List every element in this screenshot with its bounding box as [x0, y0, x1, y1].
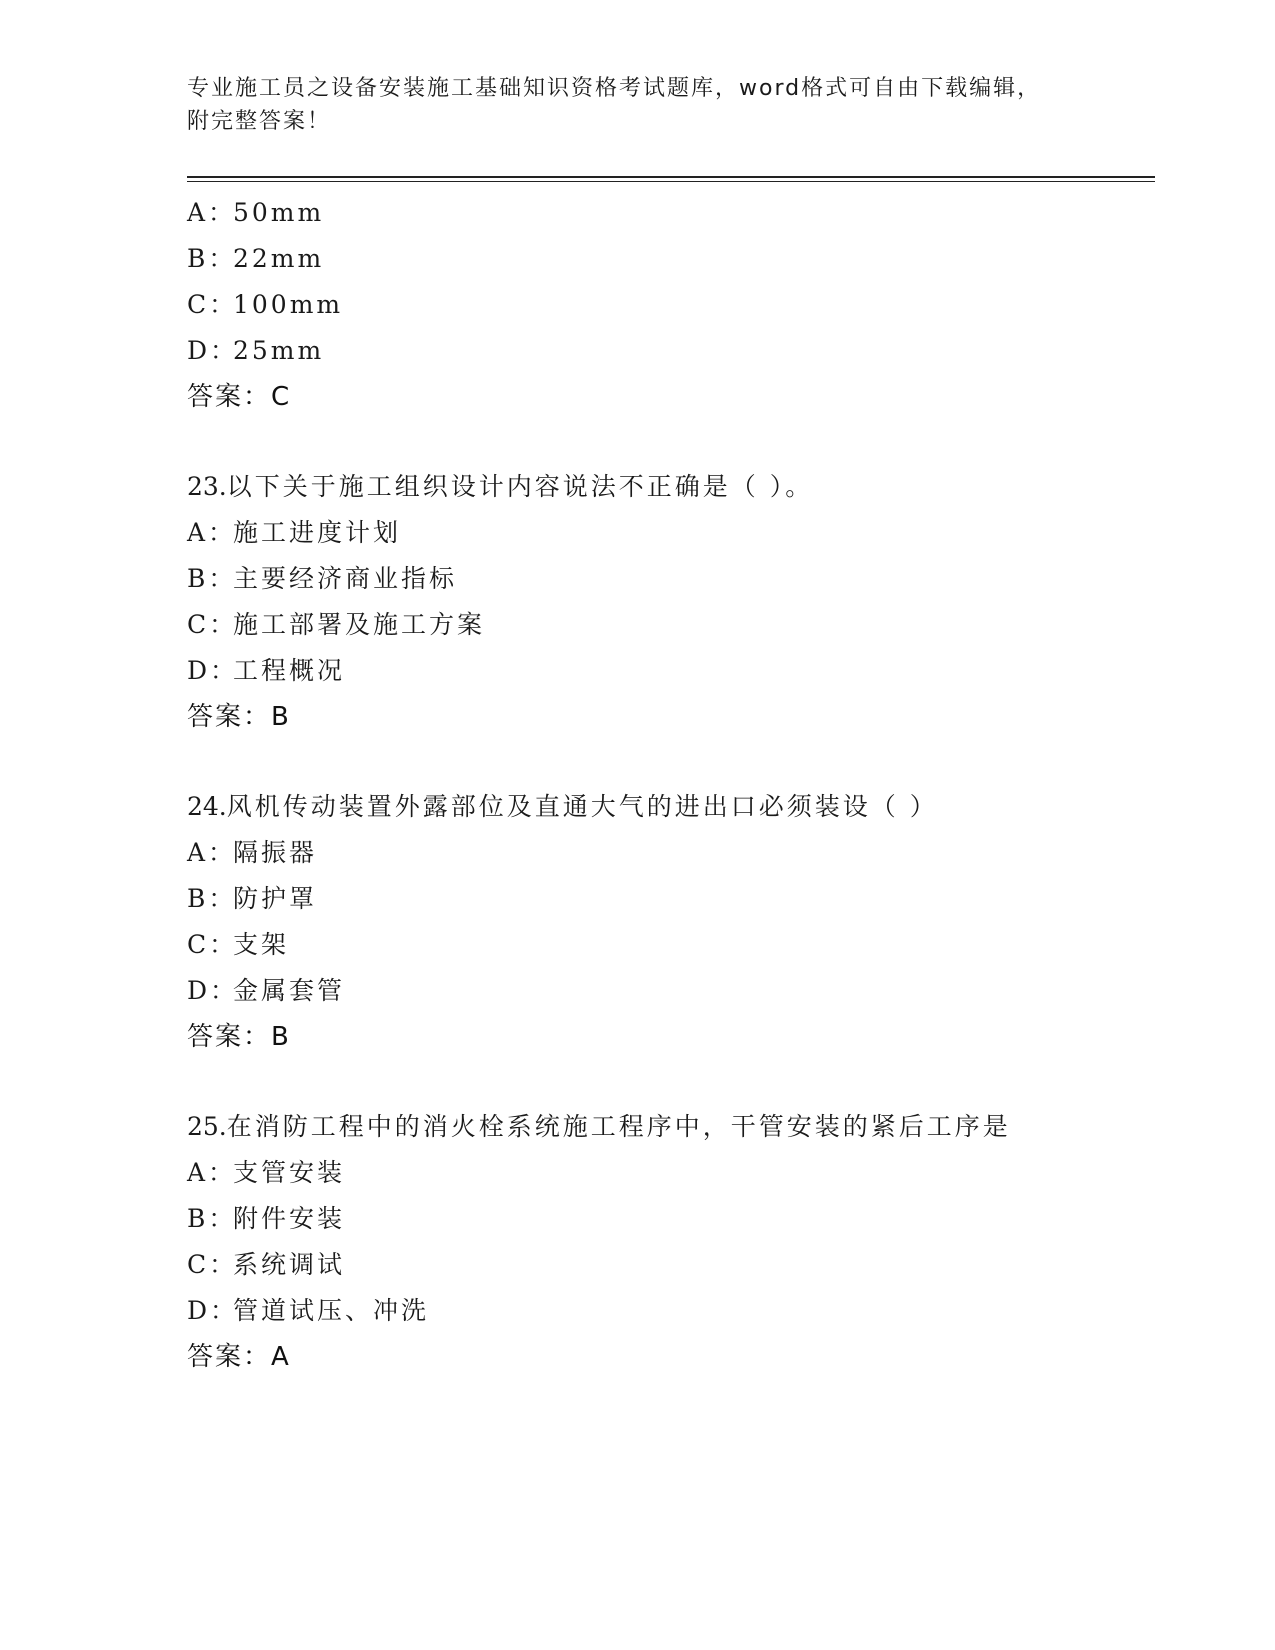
option-letter: D： [187, 336, 239, 365]
question-text: 风机传动装置外露部位及直通大气的进出口必须装设（ ） [226, 792, 938, 821]
option-letter: A： [187, 518, 237, 547]
header-line-2: 附完整答案！ [187, 109, 332, 134]
question-block-24 [187, 784, 1147, 1060]
option-letter: C： [187, 290, 238, 319]
option-text: 支架 [233, 930, 290, 959]
option-text: 防护罩 [233, 884, 318, 913]
option-text: 管道试压、冲洗 [233, 1296, 430, 1325]
option-text: 施工部署及施工方案 [233, 610, 486, 639]
option-a [187, 830, 1147, 876]
spacer [187, 740, 1147, 784]
question-block-continued [187, 190, 1147, 420]
option-text: 主要经济商业指标 [233, 564, 458, 593]
option-d [187, 1288, 1147, 1334]
question-number: 24. [187, 792, 227, 821]
option-text: 隔振器 [233, 838, 318, 867]
option-a [187, 190, 1147, 236]
option-letter: B： [187, 1204, 237, 1233]
question-stem [187, 464, 1147, 510]
option-text: 工程概况 [233, 656, 346, 685]
option-letter: B： [187, 884, 237, 913]
question-number: 25. [187, 1112, 227, 1141]
question-stem [187, 784, 1147, 830]
question-stem [187, 1104, 1147, 1150]
option-text: 金属套管 [233, 976, 346, 1005]
document-header [187, 72, 1107, 138]
spacer [187, 420, 1147, 464]
option-letter: C： [187, 610, 238, 639]
option-letter: C： [187, 1250, 238, 1279]
option-text: 50mm [233, 198, 325, 227]
question-block-25 [187, 1104, 1147, 1380]
option-text: 施工进度计划 [233, 518, 402, 547]
option-b [187, 1196, 1147, 1242]
question-text: 以下关于施工组织设计内容说法不正确是（ ）。 [226, 472, 814, 501]
answer-line: 答案：B [187, 1022, 291, 1052]
option-letter: D： [187, 1296, 239, 1325]
option-d [187, 328, 1147, 374]
option-text: 22mm [233, 244, 325, 273]
option-letter: A： [187, 198, 237, 227]
answer-line: 答案：A [187, 1342, 291, 1372]
option-a [187, 510, 1147, 556]
option-letter: C： [187, 930, 238, 959]
question-number: 23. [187, 472, 227, 501]
option-letter: B： [187, 564, 237, 593]
option-c [187, 1242, 1147, 1288]
option-text: 附件安装 [233, 1204, 346, 1233]
option-letter: D： [187, 656, 239, 685]
answer-line: 答案：B [187, 702, 291, 732]
option-c [187, 602, 1147, 648]
option-a [187, 1150, 1147, 1196]
option-d [187, 648, 1147, 694]
option-letter: A： [187, 1158, 237, 1187]
answer-line: 答案：C [187, 382, 292, 412]
option-c [187, 922, 1147, 968]
option-text: 25mm [233, 336, 325, 365]
header-rule-thick [187, 176, 1155, 178]
question-block-23 [187, 464, 1147, 740]
option-text: 系统调试 [233, 1250, 346, 1279]
option-d [187, 968, 1147, 1014]
spacer [187, 1060, 1147, 1104]
option-b [187, 556, 1147, 602]
header-rule-thin [187, 181, 1155, 182]
option-c [187, 282, 1147, 328]
option-letter: B： [187, 244, 237, 273]
option-text: 100mm [233, 290, 344, 319]
option-b [187, 236, 1147, 282]
question-list [187, 190, 1147, 1380]
question-text: 在消防工程中的消火栓系统施工程序中，干管安装的紧后工序是 [226, 1112, 1011, 1141]
option-letter: A： [187, 838, 237, 867]
option-b [187, 876, 1147, 922]
header-line-1: 专业施工员之设备安装施工基础知识资格考试题库，word格式可自由下载编辑， [187, 76, 1042, 101]
option-text: 支管安装 [233, 1158, 346, 1187]
option-letter: D： [187, 976, 239, 1005]
